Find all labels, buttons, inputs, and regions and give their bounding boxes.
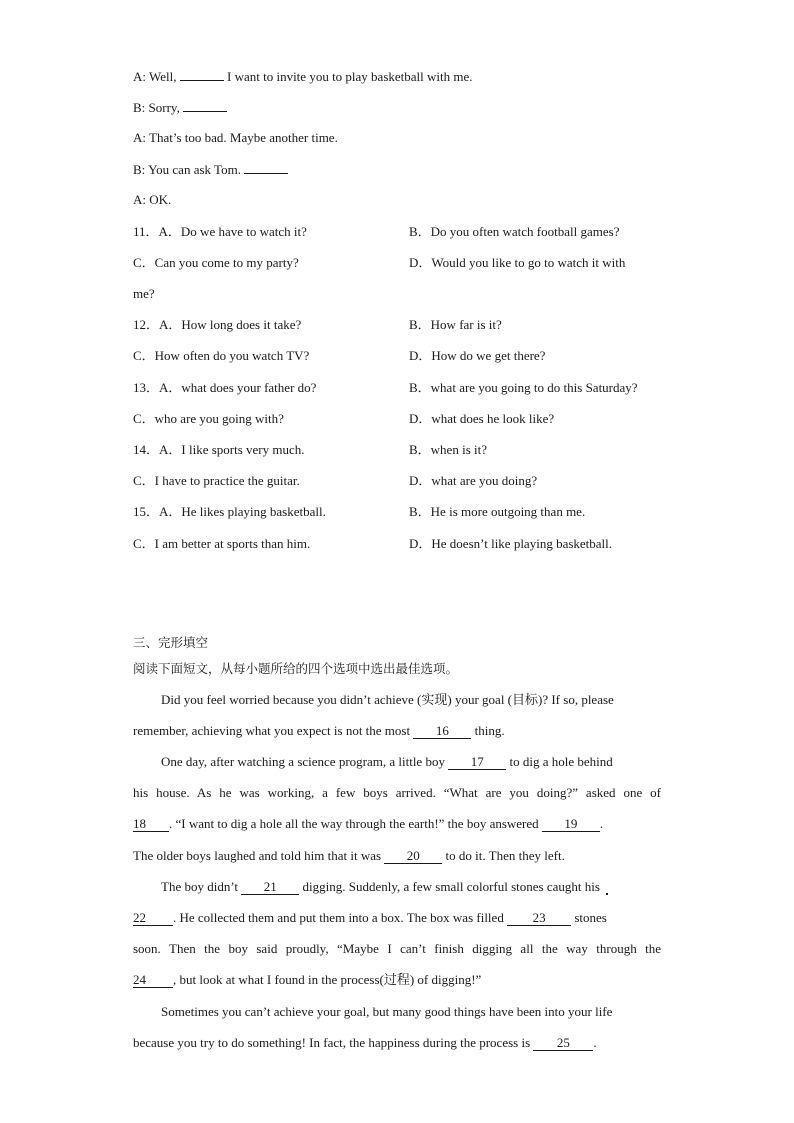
- dialogue-text: That’s too bad. Maybe another time.: [149, 130, 338, 145]
- blank-17: 17: [448, 755, 506, 770]
- speaker-label: B:: [133, 162, 146, 177]
- dialogue-line-4: [133, 160, 288, 179]
- question-12-option-b: [409, 316, 502, 334]
- option-text: me?: [133, 286, 155, 301]
- option-text: A．He likes playing basketball.: [159, 504, 326, 519]
- option-text: C．How often do you watch TV?: [133, 348, 310, 363]
- blank-19: 19: [542, 817, 600, 832]
- speaker-label: A:: [133, 130, 146, 145]
- dialogue-line-3: [133, 129, 338, 147]
- passage-text: remember, achieving what you expect is not the most: [133, 723, 411, 738]
- passage-line: [133, 909, 607, 927]
- passage-text: thing.: [474, 723, 505, 738]
- question-15-option-c: [133, 535, 310, 553]
- question-15-option-d: [409, 535, 612, 553]
- question-14-option-c: [133, 472, 300, 490]
- option-text: A．How long does it take?: [159, 317, 302, 332]
- question-11-option-b: [409, 223, 619, 241]
- question-13-option-c: [133, 410, 284, 428]
- question-14-option-a: [133, 441, 305, 459]
- blank-24: 24: [133, 973, 173, 988]
- question-14-option-d: [409, 472, 537, 490]
- option-text: D．Would you like to go to watch it with: [409, 255, 626, 270]
- question-number: 15．: [133, 504, 160, 519]
- passage-text: The boy didn’t: [161, 879, 239, 894]
- blank-18: 18: [133, 817, 169, 832]
- question-14-option-b: [409, 441, 487, 459]
- question-number: 14．: [133, 442, 160, 457]
- passage-text: to do it. Then they left.: [445, 848, 565, 863]
- passage-text: digging. Suddenly, a few small colorful stones caught his: [302, 879, 600, 894]
- dialogue-text: Well,: [149, 69, 177, 84]
- dialogue-text: Sorry,: [148, 100, 180, 115]
- question-number: 12．: [133, 317, 160, 332]
- passage-line: [161, 878, 608, 896]
- passage-line: [133, 847, 565, 865]
- answer-blank: [244, 160, 288, 174]
- passage-text: because you try to do something! In fact, the happiness during the process is: [133, 1035, 531, 1050]
- passage-line: [133, 971, 481, 989]
- question-11-option-a: [133, 223, 307, 241]
- option-text: B．Do you often watch football games?: [409, 224, 620, 239]
- dialogue-text: OK.: [149, 192, 172, 207]
- question-13-option-b: [409, 379, 638, 397]
- passage-text: One day, after watching a science program, a little boy: [161, 754, 445, 769]
- option-text: C．I am better at sports than him.: [133, 536, 311, 551]
- passage-line: his house. As he was working, a few boys arrived. “What are you doing?” asked one of: [133, 785, 661, 800]
- dialogue-text: You can ask Tom.: [148, 162, 241, 177]
- question-number: 11．: [133, 224, 159, 239]
- option-text: C．I have to practice the guitar.: [133, 473, 300, 488]
- passage-line: because you try to do something! In fact, the happiness during the process is 25 .: [133, 1035, 597, 1050]
- passage-line: soon. Then the boy said proudly, “Maybe I can’t finish digging all the way through the: [133, 941, 661, 956]
- passage-text: . “I want to dig a hole all the way through the earth!” the boy answered: [169, 816, 539, 831]
- passage-text: , but look at what I found in the process(过程) of digging!”: [173, 972, 482, 987]
- passage-line: Did you feel worried because you didn’t achieve (实现) your goal (目标)? If so, please: [161, 692, 614, 707]
- dialogue-line-5: [133, 191, 171, 209]
- section-title: 三、完形填空: [133, 635, 209, 650]
- passage-text: stones: [574, 910, 607, 925]
- option-text: D．what does he look like?: [409, 411, 555, 426]
- section-instruction: 阅读下面短文，从每小题所给的四个选项中选出最佳选项。: [133, 661, 459, 676]
- blank-22: 22: [133, 911, 173, 926]
- question-13-option-a: [133, 379, 316, 397]
- passage-line: 18 . “I want to dig a hole all the way through the earth!” the boy answered 19 .: [133, 816, 604, 831]
- passage-text: The older boys laughed and told him that it was: [133, 848, 382, 863]
- option-text: B．He is more outgoing than me.: [409, 504, 586, 519]
- blank-16: 16: [413, 724, 471, 739]
- question-15-option-b: [409, 503, 585, 521]
- speaker-label: A:: [133, 192, 146, 207]
- question-11-option-c: [133, 254, 299, 272]
- question-12-option-c: [133, 347, 309, 365]
- blank-20: 20: [384, 849, 442, 864]
- passage-line: [133, 722, 505, 740]
- blank-21: 21: [241, 880, 299, 895]
- question-13-option-d: [409, 410, 554, 428]
- answer-blank: [180, 67, 224, 81]
- passage-text: . He collected them and put them into a box. The box was filled: [173, 910, 504, 925]
- option-text: B．when is it?: [409, 442, 487, 457]
- question-11-option-d-cont: [133, 285, 155, 303]
- answer-blank: [183, 98, 227, 112]
- question-12-option-d: [409, 347, 545, 365]
- passage-text: to dig a hole behind: [509, 754, 613, 769]
- passage-line: Sometimes you can’t achieve your goal, but many good things have been into your life: [161, 1004, 613, 1019]
- blank-23: 23: [507, 911, 571, 926]
- dialogue-text: I want to invite you to play basketball with me.: [227, 69, 473, 84]
- blank-25: 25: [533, 1036, 593, 1051]
- option-text: C．who are you going with?: [133, 411, 284, 426]
- option-text: C．Can you come to my party?: [133, 255, 299, 270]
- question-11-option-d: [409, 254, 625, 272]
- option-text: B．what are you going to do this Saturday?: [409, 380, 638, 395]
- dialogue-line-1: [133, 67, 473, 86]
- option-text: A．I like sports very much.: [159, 442, 305, 457]
- option-text: D．what are you doing?: [409, 473, 538, 488]
- passage-line: [161, 753, 613, 771]
- option-text: B．How far is it?: [409, 317, 502, 332]
- question-12-option-a: [133, 316, 301, 334]
- dialogue-line-2: [133, 98, 227, 117]
- question-15-option-a: [133, 503, 326, 521]
- option-text: A．Do we have to watch it?: [158, 224, 307, 239]
- speaker-label: A:: [133, 69, 146, 84]
- stray-mark: [606, 893, 608, 895]
- option-text: D．How do we get there?: [409, 348, 546, 363]
- option-text: D．He doesn’t like playing basketball.: [409, 536, 613, 551]
- speaker-label: B:: [133, 100, 146, 115]
- option-text: A．what does your father do?: [159, 380, 317, 395]
- question-number: 13．: [133, 380, 160, 395]
